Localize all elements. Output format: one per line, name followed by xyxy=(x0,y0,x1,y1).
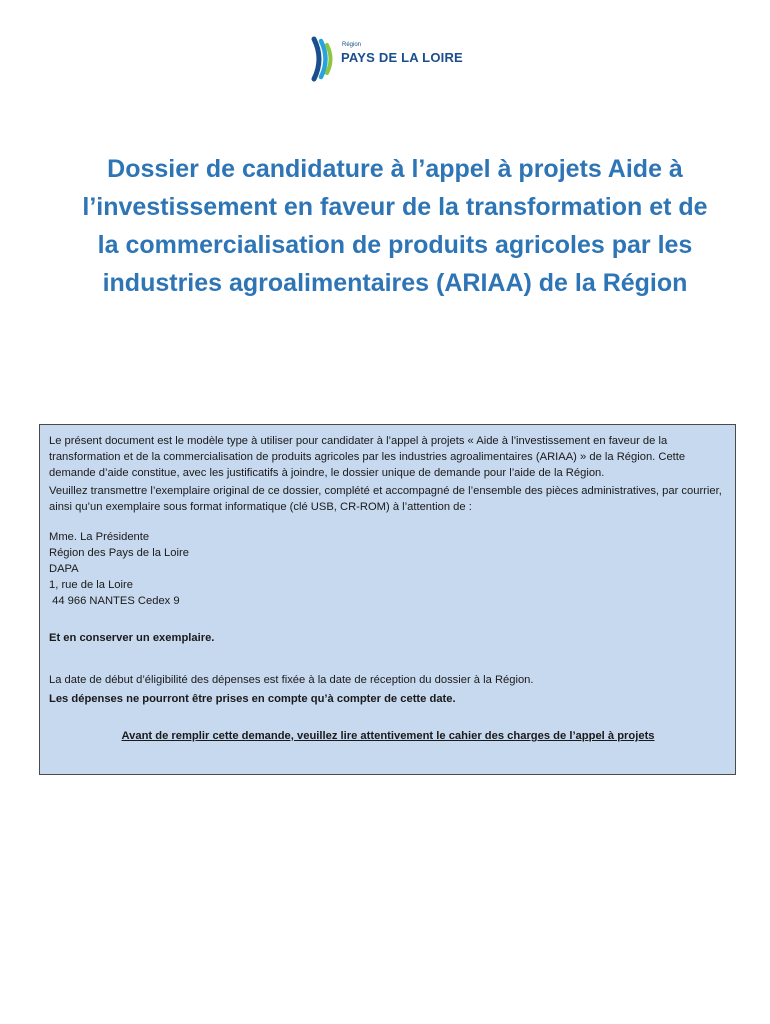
address-line-recipient: Mme. La Présidente xyxy=(49,531,150,543)
logo-region-label: Région xyxy=(342,42,362,48)
address-line-organization: Région des Pays de la Loire xyxy=(49,547,189,559)
expenses-notice: Les dépenses ne pourront être prises en compte qu’à compter de cette date. xyxy=(49,693,456,705)
transmit-paragraph: Veuillez transmettre l’exemplaire original de ce dossier, complété et accompagné de l’ensemble des pièces administratives, par courrier, ainsi qu’un exemplaire sous format informatique (clé USB, CR-ROM) à l’attention de : xyxy=(49,485,722,513)
address-line-street: 1, rue de la Loire xyxy=(49,579,133,591)
eligibility-date-note: La date de début d’éligibilité des dépenses est fixée à la date de réception du dossier à la Région. xyxy=(49,674,534,686)
document-title: Dossier de candidature à l’appel à projets Aide à l’investissement en faveur de la transformation et de la commercialisation de produits agricoles par les industries agroalimentaires (ARIAA) de la Région xyxy=(82,155,708,297)
address-line-department: DAPA xyxy=(49,563,79,575)
intro-paragraph: Le présent document est le modèle type à utiliser pour candidater à l’appel à projets « Aide à l’investissement en faveur de la transformation et de la commercialisation de produits agricoles par les industries agroalimentaires (ARIAA) » de la Région. Cette demande d’aide constitue, avec les justificatifs à joindre, le dossier unique de demande pour l’aide de la Région. xyxy=(49,435,686,479)
keep-copy-note: Et en conserver un exemplaire. xyxy=(49,632,215,644)
region-logo-mark-icon xyxy=(310,36,340,82)
address-line-city: 44 966 NANTES Cedex 9 xyxy=(49,595,180,607)
instructions-box xyxy=(39,424,736,775)
logo-region-name: PAYS DE LA LOIRE xyxy=(341,50,463,65)
region-logo xyxy=(310,36,470,82)
read-specifications-warning: Avant de remplir cette demande, veuillez lire attentivement le cahier des charges de l’appel à projets xyxy=(121,730,655,742)
